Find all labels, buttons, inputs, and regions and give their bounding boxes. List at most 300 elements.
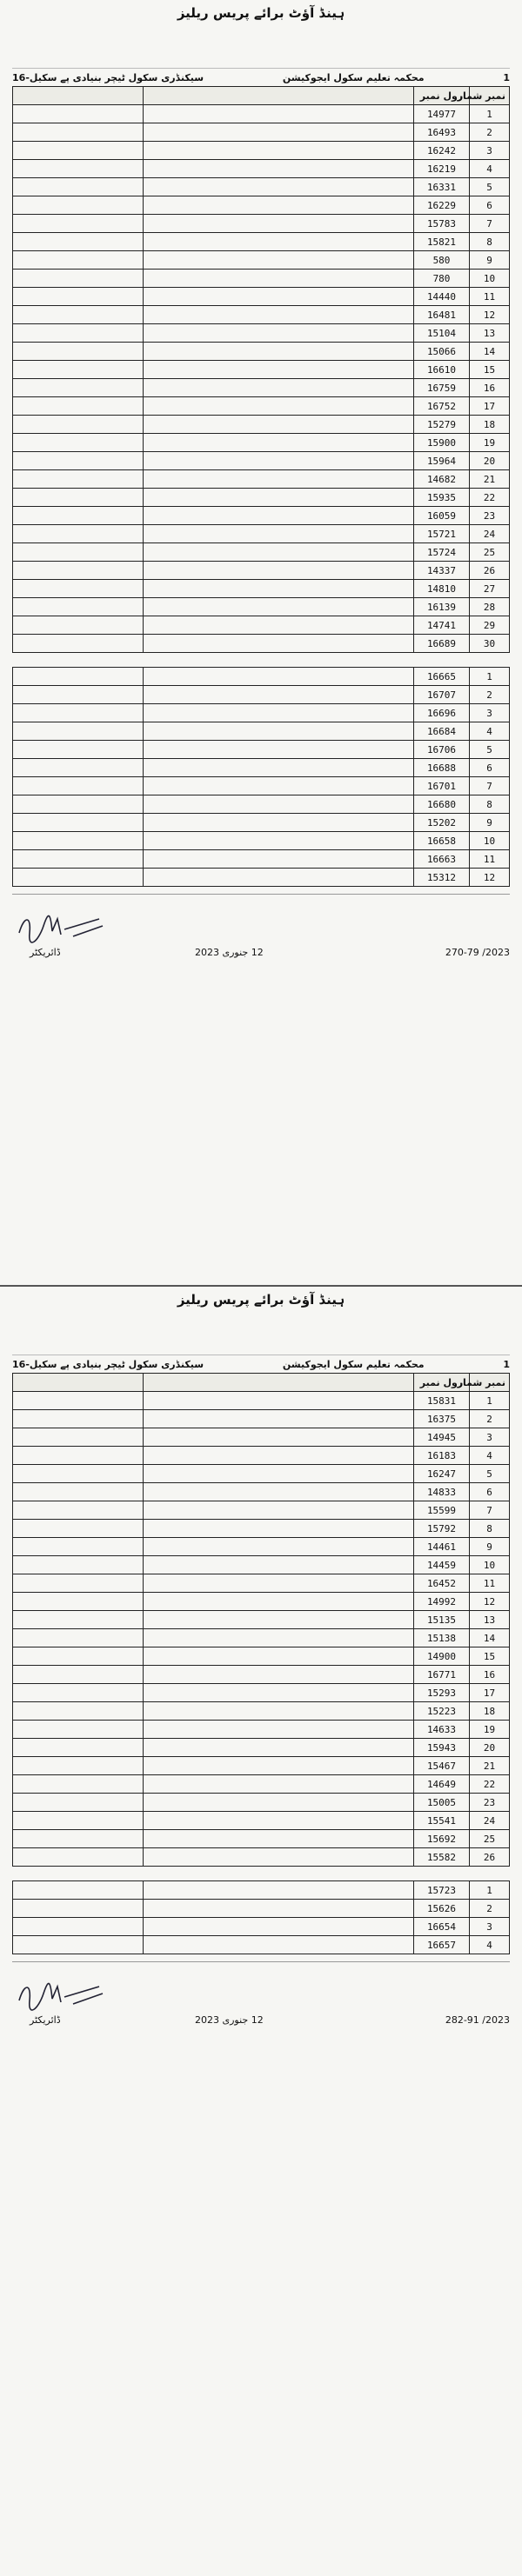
district-cell	[13, 434, 144, 452]
table-row	[13, 1447, 510, 1465]
serial-cell: 30	[470, 635, 510, 653]
roll-number-cell: 15138	[414, 1629, 470, 1647]
table-row	[13, 616, 510, 635]
roll-number-cell: 16610	[414, 361, 470, 379]
roll-number-cell: 16331	[414, 178, 470, 196]
section-number: 1	[503, 1359, 510, 1370]
candidate-name-cell	[144, 215, 414, 233]
district-cell	[13, 379, 144, 397]
serial-cell: 3	[470, 704, 510, 722]
table-row	[13, 105, 510, 123]
roll-number-cell: 15202	[414, 814, 470, 832]
candidate-name-cell	[144, 1647, 414, 1666]
candidate-name-cell	[144, 507, 414, 525]
serial-cell: 6	[470, 1483, 510, 1501]
candidate-name-cell	[144, 489, 414, 507]
table-row	[13, 741, 510, 759]
candidate-name-cell	[144, 1611, 414, 1629]
table-row	[13, 397, 510, 416]
roll-number-cell: 16771	[414, 1666, 470, 1684]
roll-number-cell: 15467	[414, 1757, 470, 1775]
candidate-name-cell	[144, 543, 414, 562]
district-cell	[13, 850, 144, 869]
serial-cell: 6	[470, 196, 510, 215]
release-1-paragraph	[12, 24, 510, 69]
candidate-name-cell	[144, 777, 414, 795]
roll-number-cell: 16219	[414, 160, 470, 178]
district-cell	[13, 361, 144, 379]
district-cell	[13, 668, 144, 686]
serial-cell: 18	[470, 1702, 510, 1721]
district-cell	[13, 1848, 144, 1867]
table-row	[13, 668, 510, 686]
table-row	[13, 543, 510, 562]
table-row	[13, 379, 510, 397]
candidate-name-cell	[144, 562, 414, 580]
table-row	[13, 1936, 510, 1954]
serial-cell: 24	[470, 1812, 510, 1830]
serial-cell: 24	[470, 525, 510, 543]
serial-cell: 12	[470, 1593, 510, 1611]
candidate-name-cell	[144, 1702, 414, 1721]
table-row	[13, 562, 510, 580]
roll-number-cell: 16375	[414, 1410, 470, 1428]
serial-cell: 23	[470, 507, 510, 525]
candidate-name-cell	[144, 196, 414, 215]
roll-number-cell: 16707	[414, 686, 470, 704]
table-row	[13, 324, 510, 343]
district-cell	[13, 1629, 144, 1647]
table-row	[13, 850, 510, 869]
district-cell	[13, 507, 144, 525]
serial-cell: 3	[470, 1918, 510, 1936]
district-cell	[13, 142, 144, 160]
candidate-name-cell	[144, 832, 414, 850]
serial-cell: 1	[470, 1881, 510, 1900]
table-row	[13, 434, 510, 452]
candidate-name-cell	[144, 850, 414, 869]
candidate-name-cell	[144, 1794, 414, 1812]
candidate-name-cell	[144, 1775, 414, 1794]
district-cell	[13, 416, 144, 434]
table-row	[13, 686, 510, 704]
serial-cell: 5	[470, 741, 510, 759]
roll-number-cell: 14461	[414, 1538, 470, 1556]
roll-number-cell: 16658	[414, 832, 470, 850]
table-row	[13, 1483, 510, 1501]
candidate-name-cell	[144, 1447, 414, 1465]
table-row	[13, 1611, 510, 1629]
district-cell	[13, 741, 144, 759]
district-cell	[13, 123, 144, 142]
roll-number-cell: 14945	[414, 1428, 470, 1447]
candidate-name-cell	[144, 1483, 414, 1501]
roll-number-cell: 15692	[414, 1830, 470, 1848]
district-cell	[13, 1757, 144, 1775]
roll-number-cell: 15792	[414, 1520, 470, 1538]
table-row	[13, 635, 510, 653]
roll-number-cell: 14633	[414, 1721, 470, 1739]
serial-cell: 27	[470, 580, 510, 598]
serial-cell: 8	[470, 233, 510, 251]
roll-number-cell: 16689	[414, 635, 470, 653]
district-cell	[13, 397, 144, 416]
district-cell	[13, 470, 144, 489]
candidate-name-cell	[144, 759, 414, 777]
serial-cell: 2	[470, 1410, 510, 1428]
serial-cell: 11	[470, 288, 510, 306]
roll-number-cell: 14741	[414, 616, 470, 635]
table-row	[13, 598, 510, 616]
roll-number-cell: 14977	[414, 105, 470, 123]
district-cell	[13, 686, 144, 704]
serial-cell: 8	[470, 795, 510, 814]
candidate-name-cell	[144, 361, 414, 379]
roll-number-cell: 15831	[414, 1392, 470, 1410]
district-cell	[13, 1739, 144, 1757]
table-row	[13, 233, 510, 251]
release-1-second-table	[12, 667, 510, 887]
serial-cell: 11	[470, 850, 510, 869]
release-1-section-heading	[12, 72, 510, 83]
candidate-name-cell	[144, 668, 414, 686]
serial-cell: 14	[470, 343, 510, 361]
candidate-name-cell	[144, 525, 414, 543]
section-title: محکمہ تعلیم سکول ایجوکیشن	[282, 1359, 425, 1370]
header-district	[13, 87, 144, 105]
serial-cell: 7	[470, 215, 510, 233]
header-name	[144, 87, 414, 105]
district-cell	[13, 1830, 144, 1848]
roll-number-cell: 15104	[414, 324, 470, 343]
table-row	[13, 759, 510, 777]
district-cell	[13, 1918, 144, 1936]
serial-cell: 9	[470, 251, 510, 270]
serial-cell: 6	[470, 759, 510, 777]
serial-cell: 29	[470, 616, 510, 635]
roll-number-cell: 14810	[414, 580, 470, 598]
roll-number-cell: 15783	[414, 215, 470, 233]
candidate-name-cell	[144, 686, 414, 704]
roll-number-cell: 16493	[414, 123, 470, 142]
candidate-name-cell	[144, 1428, 414, 1447]
district-cell	[13, 1593, 144, 1611]
district-cell	[13, 704, 144, 722]
table-row	[13, 470, 510, 489]
serial-cell: 2	[470, 1900, 510, 1918]
serial-cell: 16	[470, 1666, 510, 1684]
table-row	[13, 1900, 510, 1918]
district-cell	[13, 1556, 144, 1574]
district-cell	[13, 1574, 144, 1593]
release-2-note	[12, 1961, 510, 1966]
candidate-name-cell	[144, 160, 414, 178]
roll-number-cell: 15312	[414, 869, 470, 887]
director-title: ڈائریکٹر	[30, 2014, 61, 2026]
table-row	[13, 1918, 510, 1936]
candidate-name-cell	[144, 1465, 414, 1483]
candidate-name-cell	[144, 397, 414, 416]
serial-cell: 1	[470, 105, 510, 123]
roll-number-cell: 16696	[414, 704, 470, 722]
table-row	[13, 704, 510, 722]
table-row	[13, 1465, 510, 1483]
roll-number-cell: 16059	[414, 507, 470, 525]
table-row	[13, 1666, 510, 1684]
candidate-name-cell	[144, 1556, 414, 1574]
roll-number-cell: 15582	[414, 1848, 470, 1867]
table-row	[13, 1392, 510, 1410]
roll-number-cell: 16481	[414, 306, 470, 324]
serial-cell: 25	[470, 1830, 510, 1848]
serial-cell: 15	[470, 361, 510, 379]
table-row	[13, 795, 510, 814]
roll-number-cell: 15293	[414, 1684, 470, 1702]
table-row	[13, 215, 510, 233]
serial-cell: 10	[470, 1556, 510, 1574]
candidate-name-cell	[144, 1629, 414, 1647]
table-row	[13, 1881, 510, 1900]
candidate-name-cell	[144, 1739, 414, 1757]
table-row	[13, 1848, 510, 1867]
district-cell	[13, 814, 144, 832]
district-cell	[13, 489, 144, 507]
section-post: سیکنڈری سکول ٹیچر بنیادی پے سکیل-16	[12, 1359, 204, 1370]
serial-cell: 21	[470, 470, 510, 489]
candidate-name-cell	[144, 233, 414, 251]
serial-cell: 11	[470, 1574, 510, 1593]
roll-number-cell: 16701	[414, 777, 470, 795]
candidate-name-cell	[144, 1538, 414, 1556]
roll-number-cell: 15279	[414, 416, 470, 434]
roll-number-cell: 16183	[414, 1447, 470, 1465]
serial-cell: 8	[470, 1520, 510, 1538]
table-row	[13, 1538, 510, 1556]
roll-number-cell: 16706	[414, 741, 470, 759]
release-2-header: ہینڈ آؤٹ برائے پریس ریلیز	[177, 1292, 345, 1308]
district-cell	[13, 1447, 144, 1465]
table-row	[13, 361, 510, 379]
district-cell	[13, 1881, 144, 1900]
serial-cell: 4	[470, 160, 510, 178]
district-cell	[13, 832, 144, 850]
roll-number-cell: 16229	[414, 196, 470, 215]
table-row	[13, 525, 510, 543]
candidate-name-cell	[144, 704, 414, 722]
candidate-name-cell	[144, 1520, 414, 1538]
serial-cell: 2	[470, 123, 510, 142]
district-cell	[13, 1501, 144, 1520]
roll-number-cell: 14337	[414, 562, 470, 580]
district-cell	[13, 759, 144, 777]
candidate-name-cell	[144, 722, 414, 741]
table-row	[13, 777, 510, 795]
roll-number-cell: 14459	[414, 1556, 470, 1574]
roll-number-cell: 15599	[414, 1501, 470, 1520]
candidate-name-cell	[144, 270, 414, 288]
district-cell	[13, 1520, 144, 1538]
district-cell	[13, 543, 144, 562]
table-row	[13, 123, 510, 142]
press-release-1	[12, 0, 510, 1287]
roll-number-cell: 15066	[414, 343, 470, 361]
header-district	[13, 1374, 144, 1392]
roll-number-cell: 15135	[414, 1611, 470, 1629]
table-row	[13, 270, 510, 288]
release-2-signature-block	[12, 1974, 510, 2030]
candidate-name-cell	[144, 324, 414, 343]
candidate-name-cell	[144, 379, 414, 397]
district-cell	[13, 452, 144, 470]
candidate-name-cell	[144, 123, 414, 142]
candidate-name-cell	[144, 741, 414, 759]
roll-number-cell: 14992	[414, 1593, 470, 1611]
district-cell	[13, 1900, 144, 1918]
candidate-name-cell	[144, 1410, 414, 1428]
table-row	[13, 178, 510, 196]
district-cell	[13, 1611, 144, 1629]
roll-number-cell: 15943	[414, 1739, 470, 1757]
candidate-name-cell	[144, 598, 414, 616]
district-cell	[13, 1721, 144, 1739]
serial-cell: 9	[470, 814, 510, 832]
serial-cell: 26	[470, 1848, 510, 1867]
roll-number-cell: 15626	[414, 1900, 470, 1918]
serial-cell: 19	[470, 1721, 510, 1739]
table-row	[13, 1684, 510, 1702]
candidate-name-cell	[144, 178, 414, 196]
release-date: 12 جنوری 2023	[195, 947, 264, 958]
district-cell	[13, 777, 144, 795]
roll-number-cell: 16665	[414, 668, 470, 686]
serial-cell: 12	[470, 306, 510, 324]
candidate-name-cell	[144, 343, 414, 361]
district-cell	[13, 869, 144, 887]
serial-cell: 17	[470, 1684, 510, 1702]
roll-number-cell: 15821	[414, 233, 470, 251]
district-cell	[13, 1392, 144, 1410]
roll-number-cell: 16242	[414, 142, 470, 160]
roll-number-cell: 14440	[414, 288, 470, 306]
serial-cell: 18	[470, 416, 510, 434]
district-cell	[13, 616, 144, 635]
serial-cell: 20	[470, 1739, 510, 1757]
candidate-name-cell	[144, 1848, 414, 1867]
district-cell	[13, 251, 144, 270]
serial-cell: 13	[470, 1611, 510, 1629]
district-cell	[13, 306, 144, 324]
roll-number-cell: 16688	[414, 759, 470, 777]
district-cell	[13, 1684, 144, 1702]
serial-cell: 22	[470, 1775, 510, 1794]
table-row	[13, 1739, 510, 1757]
district-cell	[13, 635, 144, 653]
serial-cell: 26	[470, 562, 510, 580]
reference-number: 2023/ 282-91	[445, 2014, 510, 2026]
serial-cell: 4	[470, 1447, 510, 1465]
candidate-name-cell	[144, 416, 414, 434]
candidate-name-cell	[144, 1501, 414, 1520]
serial-cell: 10	[470, 832, 510, 850]
candidate-name-cell	[144, 635, 414, 653]
table-row	[13, 1794, 510, 1812]
candidate-name-cell	[144, 1881, 414, 1900]
serial-cell: 17	[470, 397, 510, 416]
table-row	[13, 814, 510, 832]
table-row	[13, 1721, 510, 1739]
roll-number-cell: 16752	[414, 397, 470, 416]
district-cell	[13, 722, 144, 741]
candidate-name-cell	[144, 1684, 414, 1702]
table-row	[13, 832, 510, 850]
signature	[12, 907, 117, 949]
candidate-name-cell	[144, 814, 414, 832]
candidate-name-cell	[144, 616, 414, 635]
roll-number-cell: 15900	[414, 434, 470, 452]
serial-cell: 1	[470, 1392, 510, 1410]
district-cell	[13, 1702, 144, 1721]
serial-cell: 2	[470, 686, 510, 704]
serial-cell: 4	[470, 722, 510, 741]
district-cell	[13, 525, 144, 543]
reference-number: 2023/ 270-79	[445, 947, 510, 958]
table-row	[13, 251, 510, 270]
table-row	[13, 1775, 510, 1794]
table-row	[13, 288, 510, 306]
candidate-name-cell	[144, 1918, 414, 1936]
district-cell	[13, 1428, 144, 1447]
roll-number-cell: 14649	[414, 1775, 470, 1794]
district-cell	[13, 105, 144, 123]
district-cell	[13, 1465, 144, 1483]
roll-number-cell: 16759	[414, 379, 470, 397]
candidate-name-cell	[144, 434, 414, 452]
table-row	[13, 507, 510, 525]
district-cell	[13, 795, 144, 814]
roll-number-cell: 15935	[414, 489, 470, 507]
table-row	[13, 1629, 510, 1647]
table-row	[13, 1520, 510, 1538]
roll-number-cell: 15723	[414, 1881, 470, 1900]
serial-cell: 4	[470, 1936, 510, 1954]
serial-cell: 3	[470, 142, 510, 160]
serial-cell: 20	[470, 452, 510, 470]
release-2-second-table	[12, 1880, 510, 1954]
table-row	[13, 580, 510, 598]
candidate-name-cell	[144, 1757, 414, 1775]
district-cell	[13, 1812, 144, 1830]
district-cell	[13, 580, 144, 598]
serial-cell: 1	[470, 668, 510, 686]
district-cell	[13, 1936, 144, 1954]
roll-number-cell: 580	[414, 251, 470, 270]
table-row	[13, 343, 510, 361]
table-row	[13, 1812, 510, 1830]
section-post: سیکنڈری سکول ٹیچر بنیادی پے سکیل-16	[12, 72, 204, 83]
release-1-header: ہینڈ آؤٹ برائے پریس ریلیز	[177, 5, 345, 21]
serial-cell: 12	[470, 869, 510, 887]
roll-number-cell: 15964	[414, 452, 470, 470]
candidate-name-cell	[144, 795, 414, 814]
district-cell	[13, 1647, 144, 1666]
release-2-paragraph	[12, 1311, 510, 1355]
district-cell	[13, 1775, 144, 1794]
roll-number-cell: 15541	[414, 1812, 470, 1830]
table-header-row	[13, 87, 510, 105]
district-cell	[13, 343, 144, 361]
candidate-name-cell	[144, 1721, 414, 1739]
candidate-name-cell	[144, 306, 414, 324]
